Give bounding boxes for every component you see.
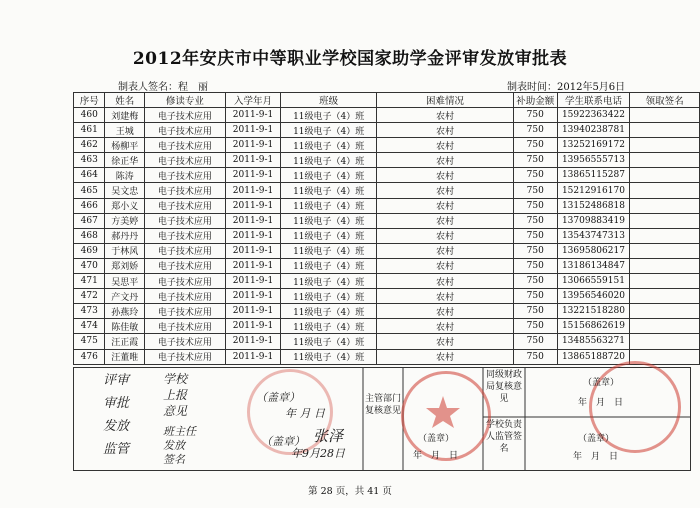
cell-class: 11级电子（4）班 [281, 349, 377, 364]
cell-signature [630, 108, 700, 123]
date-note-2: 年9月28日 [291, 447, 345, 460]
cell-situation: 农村 [377, 183, 514, 198]
cell-major: 电子技术应用 [144, 258, 225, 273]
finance-date: 年 月 日 [578, 398, 624, 408]
cell-seq: 461 [74, 123, 105, 138]
cell-amount: 750 [513, 183, 557, 198]
cell-enroll: 2011-9-1 [225, 213, 280, 228]
cell-class: 11级电子（4）班 [281, 183, 377, 198]
cell-situation: 农村 [377, 243, 514, 258]
cell-amount: 750 [513, 289, 557, 304]
cell-name: 陈佳敏 [105, 319, 144, 334]
principal-date: 年 月 日 [573, 452, 619, 462]
cell-phone: 15156862619 [557, 319, 630, 334]
cell-situation: 农村 [377, 213, 514, 228]
table-row [74, 183, 700, 198]
header-amount: 补助金额 [513, 93, 557, 108]
header-major: 修读专业 [144, 93, 225, 108]
dept-seal [401, 371, 491, 461]
cell-class: 11级电子（4）班 [281, 138, 377, 153]
cell-class: 11级电子（4）班 [281, 228, 377, 243]
cell-signature [630, 123, 700, 138]
cell-signature [630, 213, 700, 228]
table-row [74, 349, 700, 364]
handwriting-col2: 学校 上报 意见 [163, 372, 188, 418]
cell-phone: 13940238781 [557, 123, 630, 138]
cell-major: 电子技术应用 [144, 213, 225, 228]
cell-name: 汪正霞 [105, 334, 144, 349]
cell-name: 郝丹丹 [105, 228, 144, 243]
cell-phone: 15212916170 [557, 183, 630, 198]
table-row [74, 138, 700, 153]
cell-situation: 农村 [377, 123, 514, 138]
cell-major: 电子技术应用 [144, 153, 225, 168]
cell-major: 电子技术应用 [144, 228, 225, 243]
cell-phone: 13865188720 [557, 349, 630, 364]
cell-class: 11级电子（4）班 [281, 319, 377, 334]
cell-phone: 13709883419 [557, 213, 630, 228]
cell-phone: 13252169172 [557, 138, 630, 153]
header-enroll: 入学年月 [225, 93, 280, 108]
cell-situation: 农村 [377, 289, 514, 304]
cell-seq: 465 [74, 183, 105, 198]
cell-phone: 13956546020 [557, 289, 630, 304]
cell-name: 于林风 [105, 243, 144, 258]
cell-amount: 750 [513, 349, 557, 364]
cell-enroll: 2011-9-1 [225, 289, 280, 304]
cell-seq: 474 [74, 319, 105, 334]
cell-enroll: 2011-9-1 [225, 304, 280, 319]
cell-phone: 13485563271 [557, 334, 630, 349]
dept-stamp: （盖章） [418, 434, 455, 444]
cell-seq: 462 [74, 138, 105, 153]
finance-stamp: （盖章） [583, 378, 620, 388]
handwriting-col1: 评审 审批 发放 监管 [103, 373, 130, 457]
cell-phone: 13956555713 [557, 153, 630, 168]
table-body [74, 108, 700, 365]
table-row [74, 334, 700, 349]
stamp-note-1: （盖章） [256, 391, 300, 404]
table-row [74, 319, 700, 334]
stamp-note-2: （盖章） [261, 435, 305, 448]
date-note-1: 年 月 日 [285, 407, 325, 420]
cell-signature [630, 198, 700, 213]
document-title: 2012年安庆市中等职业学校国家助学金评审发放审批表 [132, 49, 568, 69]
time-value: 2012年5月6日 [557, 82, 626, 93]
cell-phone: 13186134847 [557, 258, 630, 273]
cell-amount: 750 [513, 138, 557, 153]
cell-seq: 469 [74, 243, 105, 258]
header-class: 班级 [281, 93, 377, 108]
cell-signature [630, 304, 700, 319]
cell-name: 吴文忠 [105, 183, 144, 198]
cell-class: 11级电子（4）班 [281, 168, 377, 183]
cell-amount: 750 [513, 258, 557, 273]
cell-amount: 750 [513, 243, 557, 258]
cell-class: 11级电子（4）班 [281, 274, 377, 289]
cell-major: 电子技术应用 [144, 274, 225, 289]
table-row [74, 274, 700, 289]
cell-name: 刘建梅 [105, 108, 144, 123]
cell-major: 电子技术应用 [144, 243, 225, 258]
table-row [74, 258, 700, 273]
grant-table [73, 92, 700, 365]
cell-phone: 13543747313 [557, 228, 630, 243]
time-info [507, 78, 625, 93]
cell-situation: 农村 [377, 228, 514, 243]
cell-amount: 750 [513, 168, 557, 183]
cell-major: 电子技术应用 [144, 349, 225, 364]
cell-seq: 463 [74, 153, 105, 168]
cell-signature [630, 168, 700, 183]
cell-name: 陈涛 [105, 168, 144, 183]
cell-signature [630, 334, 700, 349]
cell-phone: 15922363422 [557, 108, 630, 123]
header-name: 姓名 [105, 93, 144, 108]
cell-situation: 农村 [377, 108, 514, 123]
cell-signature [630, 258, 700, 273]
cell-signature [630, 138, 700, 153]
cell-enroll: 2011-9-1 [225, 243, 280, 258]
cell-situation: 农村 [377, 138, 514, 153]
cell-name: 郑小义 [105, 198, 144, 213]
dept-date: 年 月 日 [413, 451, 459, 461]
cell-class: 11级电子（4）班 [281, 153, 377, 168]
cell-enroll: 2011-9-1 [225, 108, 280, 123]
cell-signature [630, 153, 700, 168]
cell-name: 吴思平 [105, 274, 144, 289]
cell-major: 电子技术应用 [144, 289, 225, 304]
cell-situation: 农村 [377, 198, 514, 213]
principal-label: 学校负责人监管签名 [485, 420, 522, 454]
cell-major: 电子技术应用 [144, 183, 225, 198]
principal-stamp: （盖章） [578, 434, 615, 444]
cell-name: 方美婷 [105, 213, 144, 228]
cell-situation: 农村 [377, 349, 514, 364]
maker-name: 程 丽 [178, 82, 208, 93]
cell-phone: 13695806217 [557, 243, 630, 258]
cell-phone: 13865115287 [557, 168, 630, 183]
cell-class: 11级电子（4）班 [281, 123, 377, 138]
cell-class: 11级电子（4）班 [281, 108, 377, 123]
table-row [74, 168, 700, 183]
cell-enroll: 2011-9-1 [225, 258, 280, 273]
cell-seq: 467 [74, 213, 105, 228]
cell-enroll: 2011-9-1 [225, 349, 280, 364]
cell-name: 孙燕玲 [105, 304, 144, 319]
header-phone: 学生联系电话 [557, 93, 630, 108]
approval-block [73, 367, 700, 471]
cell-situation: 农村 [377, 274, 514, 289]
cell-enroll: 2011-9-1 [225, 198, 280, 213]
cell-phone: 13066559151 [557, 274, 630, 289]
cell-seq: 472 [74, 289, 105, 304]
table-header-row [74, 93, 700, 108]
dept-label: 主管部门复核意见 [365, 394, 402, 416]
cell-class: 11级电子（4）班 [281, 304, 377, 319]
table-row [74, 198, 700, 213]
cell-amount: 750 [513, 198, 557, 213]
cell-name: 杨柳平 [105, 138, 144, 153]
table-row [74, 213, 700, 228]
cell-amount: 750 [513, 319, 557, 334]
cell-name: 汪董唯 [105, 349, 144, 364]
cell-enroll: 2011-9-1 [225, 334, 280, 349]
cell-name: 徐正华 [105, 153, 144, 168]
cell-seq: 476 [74, 349, 105, 364]
cell-major: 电子技术应用 [144, 168, 225, 183]
cell-amount: 750 [513, 153, 557, 168]
cell-signature [630, 319, 700, 334]
cell-class: 11级电子（4）班 [281, 213, 377, 228]
cell-seq: 468 [74, 228, 105, 243]
cell-amount: 750 [513, 274, 557, 289]
cell-major: 电子技术应用 [144, 319, 225, 334]
cell-situation: 农村 [377, 168, 514, 183]
cell-enroll: 2011-9-1 [225, 274, 280, 289]
handwriting-col3: 班主任 发放 签名 [163, 425, 196, 466]
cell-class: 11级电子（4）班 [281, 198, 377, 213]
cell-seq: 475 [74, 334, 105, 349]
cell-major: 电子技术应用 [144, 198, 225, 213]
maker-label: 制表人签名： [118, 82, 178, 93]
cell-major: 电子技术应用 [144, 334, 225, 349]
cell-situation: 农村 [377, 304, 514, 319]
cell-amount: 750 [513, 228, 557, 243]
table-row [74, 123, 700, 138]
cell-situation: 农村 [377, 258, 514, 273]
table-row [74, 289, 700, 304]
table-row [74, 153, 700, 168]
signature-2: 张泽 [313, 427, 344, 445]
cell-amount: 750 [513, 123, 557, 138]
cell-class: 11级电子（4）班 [281, 289, 377, 304]
cell-situation: 农村 [377, 319, 514, 334]
header-seq: 序号 [74, 93, 105, 108]
cell-name: 王城 [105, 123, 144, 138]
cell-major: 电子技术应用 [144, 123, 225, 138]
cell-seq: 471 [74, 274, 105, 289]
cell-seq: 473 [74, 304, 105, 319]
table-row [74, 228, 700, 243]
cell-amount: 750 [513, 334, 557, 349]
cell-signature [630, 228, 700, 243]
time-label: 制表时间： [507, 82, 557, 93]
finance-label: 同级财政局复核意见 [485, 370, 522, 404]
cell-phone: 13221518280 [557, 304, 630, 319]
cell-class: 11级电子（4）班 [281, 334, 377, 349]
cell-situation: 农村 [377, 334, 514, 349]
cell-enroll: 2011-9-1 [225, 228, 280, 243]
cell-amount: 750 [513, 108, 557, 123]
maker-info [118, 78, 208, 93]
cell-enroll: 2011-9-1 [225, 138, 280, 153]
cell-signature [630, 289, 700, 304]
cell-class: 11级电子（4）班 [281, 243, 377, 258]
cell-major: 电子技术应用 [144, 304, 225, 319]
cell-signature [630, 274, 700, 289]
cell-enroll: 2011-9-1 [225, 319, 280, 334]
cell-seq: 464 [74, 168, 105, 183]
cell-name: 产文丹 [105, 289, 144, 304]
cell-seq: 466 [74, 198, 105, 213]
cell-seq: 460 [74, 108, 105, 123]
cell-enroll: 2011-9-1 [225, 183, 280, 198]
header-situation: 困难情况 [377, 93, 514, 108]
cell-major: 电子技术应用 [144, 108, 225, 123]
cell-major: 电子技术应用 [144, 138, 225, 153]
cell-amount: 750 [513, 213, 557, 228]
header-signature: 领取签名 [630, 93, 700, 108]
cell-seq: 470 [74, 258, 105, 273]
page-footer: 第 28 页，共 41 页 [308, 486, 392, 497]
table-row [74, 304, 700, 319]
cell-signature [630, 243, 700, 258]
cell-amount: 750 [513, 304, 557, 319]
cell-enroll: 2011-9-1 [225, 168, 280, 183]
cell-name: 郑刘娇 [105, 258, 144, 273]
cell-phone: 13152486818 [557, 198, 630, 213]
cell-enroll: 2011-9-1 [225, 123, 280, 138]
cell-enroll: 2011-9-1 [225, 153, 280, 168]
cell-signature [630, 183, 700, 198]
cell-class: 11级电子（4）班 [281, 258, 377, 273]
table-row [74, 243, 700, 258]
cell-situation: 农村 [377, 153, 514, 168]
table-row [74, 108, 700, 123]
